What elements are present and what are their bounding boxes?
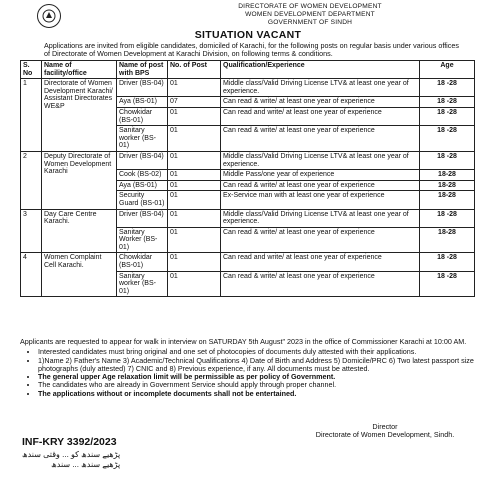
cell-qualification: Middle Pass/one year of experience — [221, 170, 420, 181]
condition-item: • The general upper Age relaxation limit will be permissible as per policy of Government. — [38, 373, 476, 381]
signatory-office: Directorate of Women Development, Sindh. — [315, 430, 455, 440]
col-header-facility: Name of facility/office — [42, 61, 117, 79]
cell-count: 01 — [168, 253, 221, 271]
table-row — [21, 253, 475, 271]
cell-facility: Day Care Centre Karachi. — [42, 209, 117, 253]
cell-count: 01 — [168, 151, 221, 169]
footer-notes — [20, 338, 476, 398]
cell-age: 18 -28 — [420, 97, 475, 108]
cell-qualification: Middle class/Valid Driving License LTV& at least one year of experience. — [221, 151, 420, 169]
cell-qualification: Middle class/Valid Driving License LTV& at least one year of experience. — [221, 209, 420, 227]
cell-count: 01 — [168, 170, 221, 181]
cell-facility: Directorate of Women Development Karachi/ Assistant Directorates WE&P — [42, 79, 117, 152]
cell-facility: Deputy Directorate of Women Development Karachi — [42, 151, 117, 209]
cell-count: 01 — [168, 227, 221, 253]
cell-age: 18 -28 — [420, 79, 475, 97]
cell-age: 18-28 — [420, 170, 475, 181]
cell-sno: 2 — [21, 151, 42, 209]
cell-post: Chowkidar (BS-01) — [117, 107, 168, 125]
signature-block — [290, 423, 480, 440]
cell-sno: 4 — [21, 253, 42, 297]
intro-paragraph: Applications are invited from eligible candidates, domiciled of Karachi, for the following posts on regular basis under various offices of Directorate of Women Development at Karachi Division, on following terms & conditions. — [44, 41, 459, 59]
cell-age: 18 -28 — [420, 126, 475, 152]
cell-count: 01 — [168, 79, 221, 97]
cell-qualification: Can read & write/ at least one year of experience — [221, 97, 420, 108]
cell-age: 18-28 — [420, 180, 475, 191]
cell-qualification: Can read & write/ at least one year of experience — [221, 271, 420, 297]
cell-post: Driver (BS-04) — [117, 209, 168, 227]
cell-post: Aya (BS-01) — [117, 97, 168, 108]
cell-qualification: Can read & write/ at least one year of experience — [221, 126, 420, 152]
col-header-post: Name of post with BPS — [117, 61, 168, 79]
cell-post: Driver (BS-04) — [117, 79, 168, 97]
cell-post: Chowkidar (BS-01) — [117, 253, 168, 271]
cell-qualification: Can read & write/ at least one year of experience — [221, 180, 420, 191]
header-line-1: DIRECTORATE OF WOMEN DEVELOPMENT — [238, 3, 382, 10]
cell-post: Sanitary worker (BS-01) — [117, 271, 168, 297]
cell-qualification: Middle class/Valid Driving License LTV& at least one year of experience. — [221, 79, 420, 97]
cell-post: Security Guard (BS-01) — [117, 191, 168, 209]
cell-sno: 1 — [21, 79, 42, 152]
table-row — [21, 151, 475, 169]
cell-count: 01 — [168, 107, 221, 125]
cell-qualification: Can read & write/ at least one year of experience — [221, 227, 420, 253]
cell-count: 01 — [168, 191, 221, 209]
cell-count: 01 — [168, 126, 221, 152]
government-seal-logo — [37, 4, 61, 28]
cell-qualification: Can read and write/ at least one year of experience — [221, 253, 420, 271]
header-line-3: GOVERNMENT OF SINDH — [267, 19, 353, 26]
page-title: SITUATION VACANT — [194, 29, 302, 41]
cell-post: Aya (BS-01) — [117, 180, 168, 191]
cell-age: 18 -28 — [420, 209, 475, 227]
cell-post: Sanitary worker (BS-01) — [117, 126, 168, 152]
condition-item: • The applications without or incomplete documents shall not be entertained. — [38, 390, 476, 398]
table-row — [21, 209, 475, 227]
cell-count: 01 — [168, 180, 221, 191]
cell-facility: Women Complaint Cell Karachi. — [42, 253, 117, 297]
condition-item: • Interested candidates must bring original and one set of photocopies of documents duly attested with their applications. — [38, 348, 476, 356]
reference-number: INF-KRY 3392/2023 — [22, 436, 117, 448]
cell-post: Sanitary Worker (BS-01) — [117, 227, 168, 253]
urdu-line-1: پڑھیے سندھ کو ... وقتی سندھ — [22, 450, 121, 459]
cell-count: 01 — [168, 271, 221, 297]
urdu-slogan — [22, 450, 120, 470]
col-header-sno: S. No — [21, 61, 42, 79]
cell-age: 18 -28 — [420, 107, 475, 125]
cell-age: 18 -28 — [420, 253, 475, 271]
cell-qualification: Can read and write/ at least one year of experience — [221, 107, 420, 125]
table-row — [21, 79, 475, 97]
col-header-count: No. of Post — [168, 61, 221, 79]
cell-age: 18 -28 — [420, 271, 475, 297]
signatory-title: Director — [372, 422, 398, 431]
cell-age: 18 -28 — [420, 151, 475, 169]
condition-item: • The candidates who are already in Government Service should apply through proper channel. — [38, 381, 476, 389]
walkin-notice: Applicants are requested to appear for walk in interview on SATURDAY 5th August" 2023 in the office of Commissioner Karachi at 10:00 AM. — [20, 337, 467, 346]
table-header-row — [21, 61, 475, 79]
col-header-qualification: Qualification/Experience — [221, 61, 420, 79]
cell-post: Cook (BS-02) — [117, 170, 168, 181]
condition-item: • 1)Name 2) Father's Name 3) Academic/Technical Qualifications 4) Date of Birth and Address 5) Domicile/PRC 6) Two latest passport size photographs (duly attested) 7) CNIC and 8) Previous experience, if any. All documents must be attested. — [38, 357, 476, 374]
urdu-line-2: پڑھیے سندھ ... سندھ — [51, 460, 121, 469]
col-header-age: Age — [420, 61, 475, 79]
header-line-2: WOMEN DEVELOPMENT DEPARTMENT — [245, 11, 375, 18]
cell-age: 18-28 — [420, 191, 475, 209]
letterhead — [150, 3, 470, 27]
cell-qualification: Ex-Service man with at least one year of experience — [221, 191, 420, 209]
cell-age: 18-28 — [420, 227, 475, 253]
cell-count: 01 — [168, 209, 221, 227]
cell-post: Driver (BS-04) — [117, 151, 168, 169]
conditions-list — [38, 348, 476, 398]
cell-count: 07 — [168, 97, 221, 108]
cell-sno: 3 — [21, 209, 42, 253]
table-body — [21, 79, 475, 297]
vacancy-table — [20, 60, 475, 297]
